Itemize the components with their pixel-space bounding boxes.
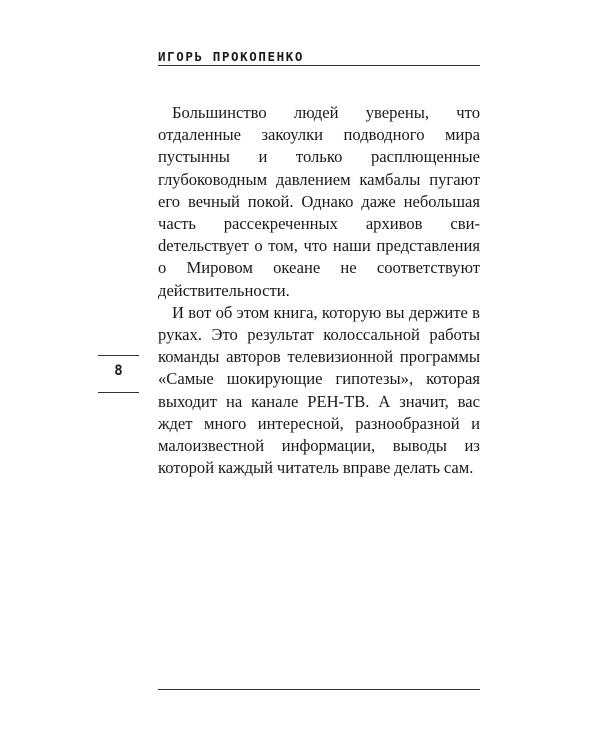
folio-rule-top: [98, 355, 139, 356]
folio-rule-bottom: [98, 392, 139, 393]
paragraph: И вот об этом книга, которую вы держите в руках. Это результат колоссальной работы команды авторов телевизионной программы «Самые шокирующие гипотезы», которая выходит на канале РЕН-ТВ. А значит, вас ждет много интересной, разнообразной и малоизвестной информации, выводы из которой каждый читатель вправе делать сам.: [158, 302, 480, 478]
author-name: ИГОРЬ ПРОКОПЕНКО: [158, 49, 305, 64]
page-number: 8: [114, 363, 123, 379]
paragraph: Большинство людей уверены, что отдаленные закоулки подводного мира пустынны и только расплющенные глубоководным давлением камбалы пугают его вечный покой. Однако даже небольшая часть рассекреченных архивов свиdетельствует о том, что наши представления о Мировом океане не соответствуют действительности.: [158, 103, 480, 300]
running-header: [158, 47, 480, 71]
header-rule: [158, 65, 480, 66]
body-text: [158, 102, 480, 479]
page-number-block: [98, 352, 139, 396]
footer-rule: [158, 689, 480, 690]
